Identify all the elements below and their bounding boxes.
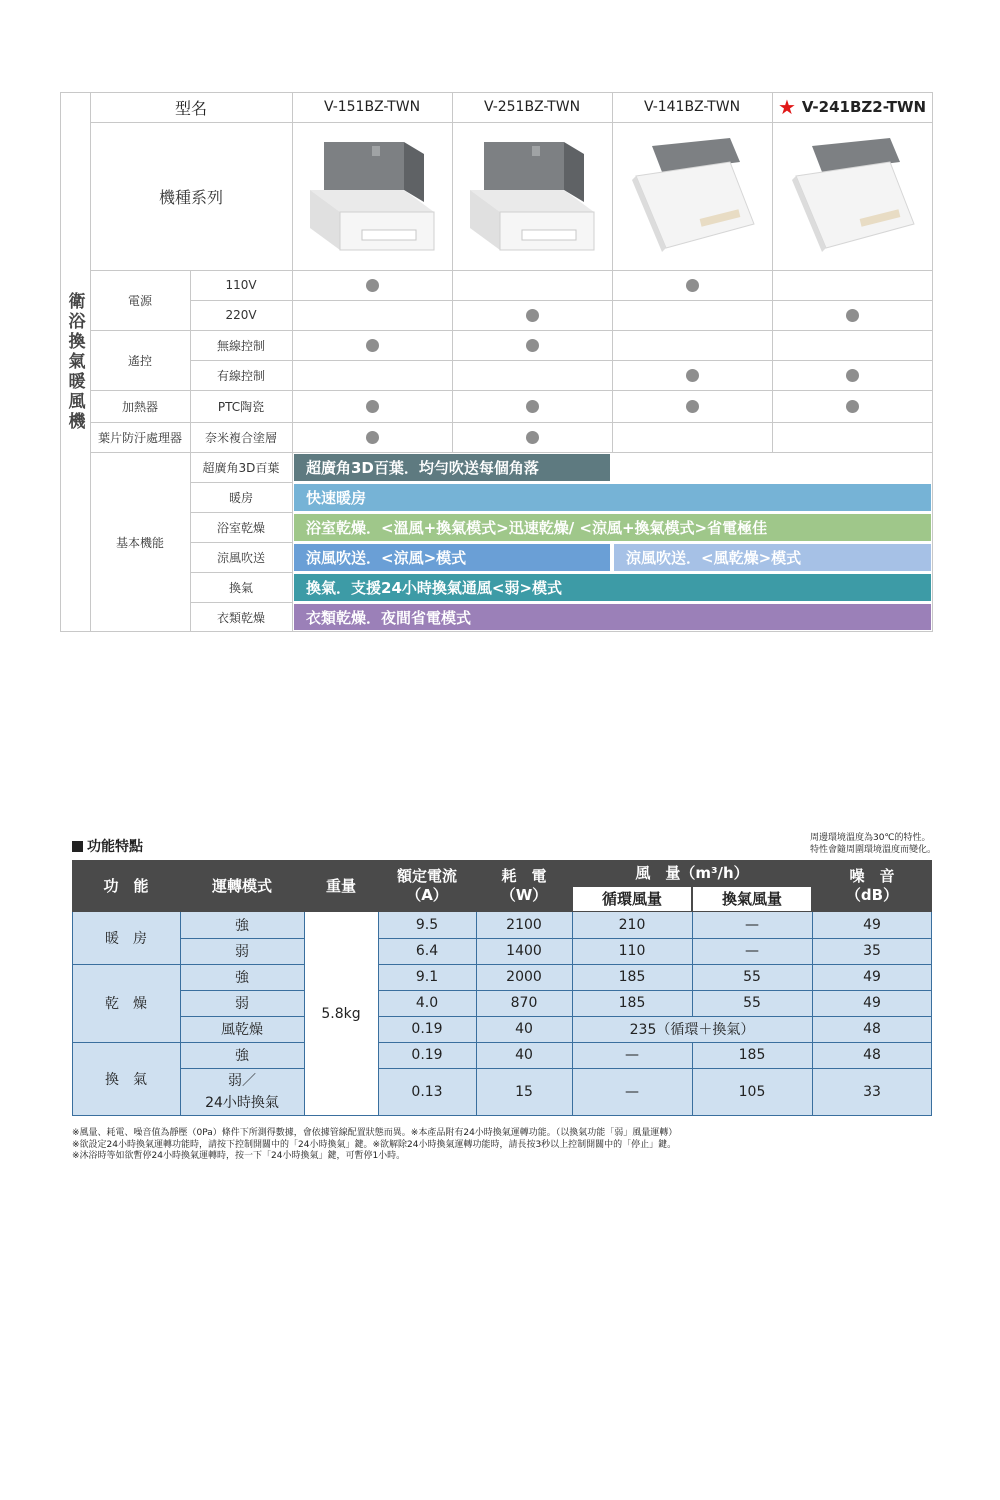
product-image-1	[302, 132, 442, 262]
vent-cell: 105	[738, 1084, 766, 1100]
current-cell: 9.5	[415, 917, 439, 933]
bar-bath-dry: 浴室乾燥．<溫風+換氣模式>迅速乾燥/ <涼風+換氣模式>省電極佳	[294, 514, 931, 541]
noise-cell: 33	[863, 1084, 881, 1100]
circ-cell: 185	[618, 995, 646, 1011]
head-func: 功 能	[72, 860, 180, 912]
features-title: 功能特點	[72, 836, 143, 856]
model-name-2: V-251BZ-TWN	[483, 99, 581, 115]
row-110v: 110V	[225, 278, 257, 292]
circ-cell: —	[625, 1084, 639, 1100]
footnote-3: ※沐浴時等如欲暫停24小時換氣運轉時，按一下「24小時換氣」鍵，可暫停1小時。	[72, 1151, 406, 1161]
vent-cell: 185	[738, 1047, 766, 1063]
row-clothes: 衣類乾燥	[216, 610, 265, 625]
bar-cool-b: 涼風吹送．<風乾燥>模式	[614, 544, 931, 571]
power-cell: 2100	[506, 917, 542, 933]
group-basic: 基本機能	[115, 535, 164, 550]
head-noise: 噪 音 （dB）	[812, 860, 932, 912]
footnotes	[72, 1128, 677, 1163]
mode-cell: 強	[235, 1048, 249, 1064]
row-bath-dry: 浴室乾燥	[216, 520, 265, 535]
model-name-4-cell	[772, 92, 932, 122]
product-image-2	[462, 132, 602, 262]
square-bullet-icon	[72, 841, 83, 852]
vent-cell: —	[745, 943, 759, 959]
dot-icon	[846, 369, 859, 382]
row-ptc: PTC陶瓷	[217, 399, 265, 414]
group-heating: 暖 房	[105, 931, 147, 947]
mode-cell: 弱	[235, 944, 249, 960]
group-drying: 乾 燥	[105, 996, 147, 1012]
group-remote: 遙控	[127, 353, 152, 368]
model-header-label: 型名	[174, 98, 207, 118]
bar-vent: 換氣．支援24小時換氣通風<弱>模式	[294, 574, 931, 601]
row-vent: 換氣	[228, 580, 253, 595]
dot-icon	[366, 339, 379, 352]
mode-cell: 弱	[235, 996, 249, 1012]
head-current: 額定電流 （A）	[378, 860, 476, 912]
bar-wide3d: 超廣角3D百葉．均勻吹送每個角落	[294, 454, 610, 481]
dot-icon	[846, 400, 859, 413]
circ-cell: —	[625, 1047, 639, 1063]
head-weight: 重量	[304, 860, 378, 912]
head-mode: 運轉模式	[180, 860, 304, 912]
current-cell: 0.19	[411, 1021, 443, 1037]
dot-icon	[526, 339, 539, 352]
row-nano: 奈米複合塗層	[204, 430, 277, 445]
noise-cell: 49	[863, 969, 881, 985]
dot-icon	[526, 431, 539, 444]
current-cell: 0.19	[411, 1047, 443, 1063]
vent-cell: —	[745, 917, 759, 933]
head-airflow: 風 量（m³/h）	[572, 860, 812, 886]
dot-icon	[366, 400, 379, 413]
dot-icon	[366, 279, 379, 292]
head-airflow-vent: 換氣風量	[692, 886, 812, 912]
product-image-4	[782, 132, 922, 262]
footnote-2: ※欲設定24小時換氣運轉功能時，請按下控制開關中的「24小時換氣」鍵。※欲解除24小時換氣運轉功能時，請長按3秒以上控制開關中的「停止」鍵。	[72, 1139, 677, 1150]
row-wireless: 無線控制	[216, 338, 265, 353]
features-table	[72, 860, 932, 1116]
bar-heating: 快速暖房	[294, 484, 931, 511]
mode-cell: 強	[235, 918, 249, 934]
vent-cell: 55	[743, 969, 761, 985]
power-cell: 2000	[506, 969, 542, 985]
power-cell: 40	[515, 1047, 533, 1063]
footnote-1: ※風量、耗電、噪音值為靜壓（0Pa）條件下所測得數據，會依據管線配置狀態而異。※本產品附有24小時換氣運轉功能。（以換氣功能「弱」風量運轉）	[72, 1128, 678, 1138]
circ-cell: 110	[618, 943, 646, 959]
dot-icon	[686, 400, 699, 413]
combined-airflow-cell: 235（循環＋換氣）	[629, 1022, 755, 1038]
group-vent: 換 氣	[105, 1072, 147, 1088]
row-cool: 涼風吹送	[216, 550, 265, 565]
group-heater: 加熱器	[121, 399, 158, 414]
circ-cell: 185	[618, 969, 646, 985]
group-power: 電源	[127, 293, 152, 308]
dot-icon	[526, 400, 539, 413]
circ-cell: 210	[618, 917, 646, 933]
comparison-table	[60, 92, 933, 632]
dot-icon	[846, 309, 859, 322]
power-cell: 40	[515, 1021, 533, 1037]
current-cell: 4.0	[415, 995, 439, 1011]
new-model-star-icon: ★	[777, 95, 796, 119]
product-image-3	[622, 132, 762, 262]
head-airflow-circ: 循環風量	[572, 886, 692, 912]
power-cell: 870	[510, 995, 538, 1011]
mode-cell-24h: 弱／ 24小時換氣	[205, 1073, 279, 1111]
row-heating: 暖房	[228, 490, 253, 505]
weight-value: 5.8kg	[321, 1006, 361, 1022]
vent-cell: 55	[743, 995, 761, 1011]
current-cell: 9.1	[415, 969, 439, 985]
row-220v: 220V	[225, 308, 257, 322]
features-note: 周邊環境溫度為30℃的特性。 特性會隨周圍環境溫度而變化。	[809, 833, 936, 855]
noise-cell: 49	[863, 917, 881, 933]
noise-cell: 49	[863, 995, 881, 1011]
bar-clothes: 衣類乾燥．夜間省電模式	[294, 604, 931, 630]
dot-icon	[686, 279, 699, 292]
group-blade: 葉片防汙處理器	[97, 430, 182, 445]
current-cell: 6.4	[415, 943, 439, 959]
power-cell: 15	[515, 1084, 533, 1100]
dot-icon	[526, 309, 539, 322]
dot-icon	[366, 431, 379, 444]
model-name-4: V-241BZ2-TWN	[801, 98, 927, 116]
power-cell: 1400	[506, 943, 542, 959]
current-cell: 0.13	[411, 1084, 443, 1100]
noise-cell: 48	[863, 1047, 881, 1063]
row-wide3d: 超廣角3D百葉	[202, 460, 280, 475]
dot-icon	[686, 369, 699, 382]
model-name-1: V-151BZ-TWN	[323, 99, 421, 115]
noise-cell: 35	[863, 943, 881, 959]
side-title: 衛浴換氣暖風機	[64, 292, 85, 432]
model-name-3: V-141BZ-TWN	[643, 99, 741, 115]
mode-cell: 強	[235, 970, 249, 986]
series-label: 機種系列	[158, 187, 223, 207]
noise-cell: 48	[863, 1021, 881, 1037]
bar-cool-a: 涼風吹送．<涼風>模式	[294, 544, 610, 571]
head-power: 耗 電 （W）	[476, 860, 572, 912]
mode-cell: 風乾燥	[221, 1022, 263, 1038]
row-wired: 有線控制	[216, 368, 265, 383]
